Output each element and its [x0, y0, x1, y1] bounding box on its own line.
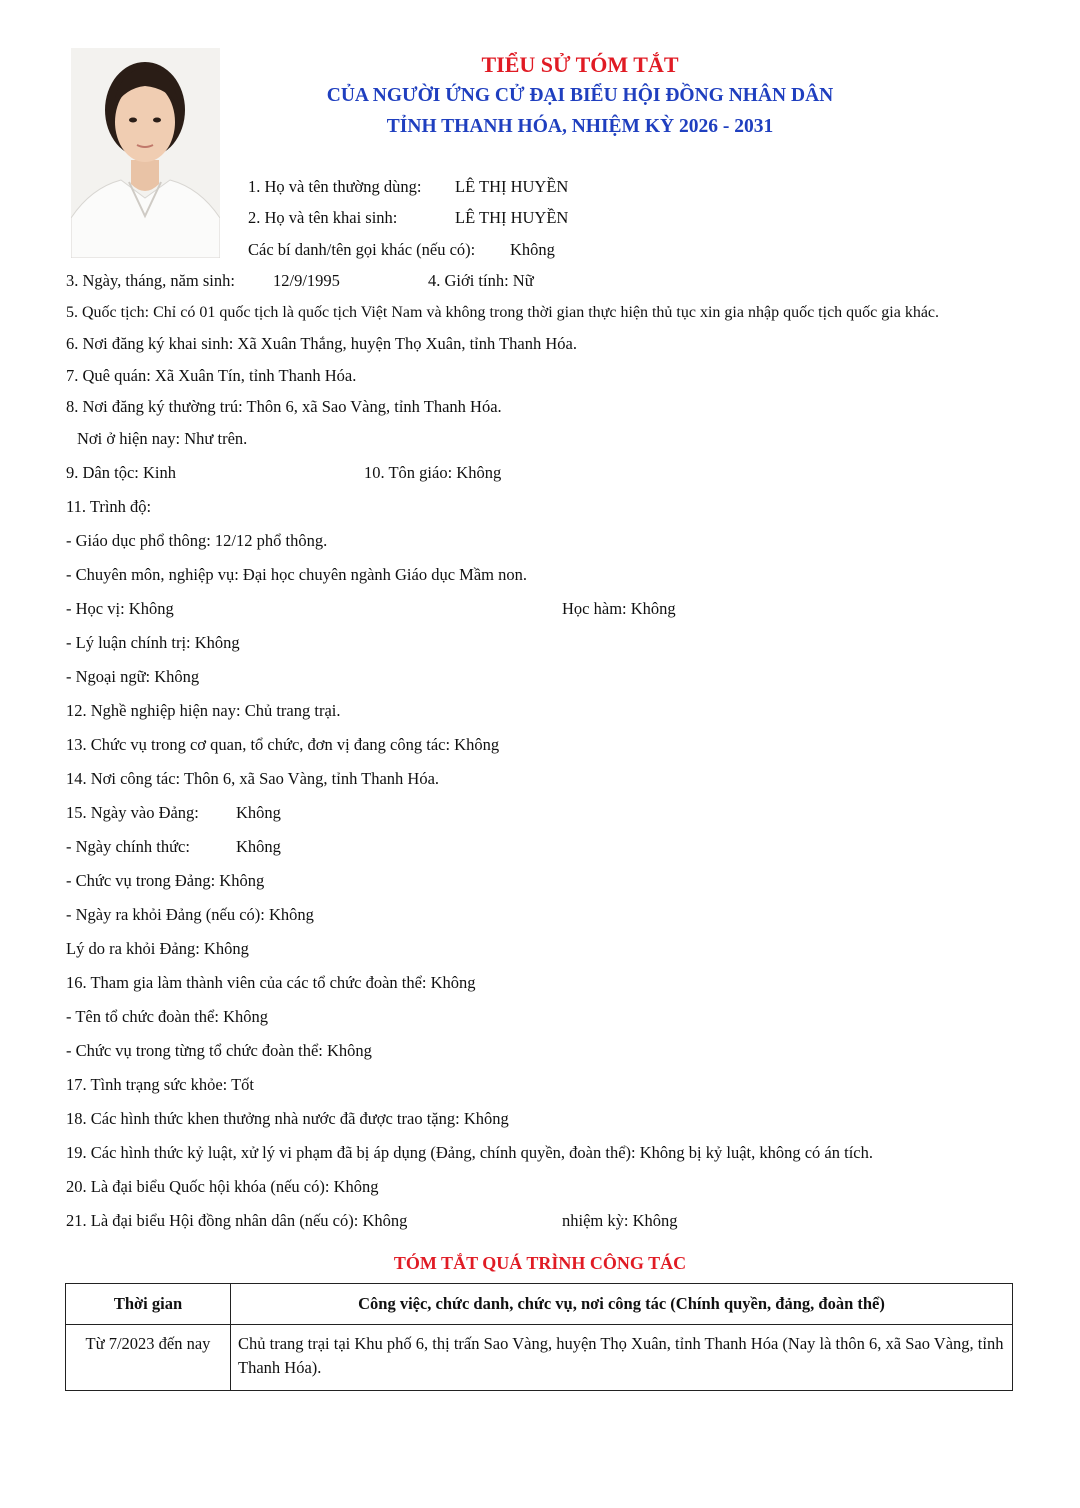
alias-value: Không: [510, 240, 555, 259]
birth-date-value: 12/9/1995: [273, 271, 340, 290]
work-history-title: TÓM TẮT QUÁ TRÌNH CÔNG TÁC: [393, 1253, 687, 1273]
political-theory-field: - Lý luận chính trị: Không: [66, 633, 240, 652]
current-residence-field: Nơi ở hiện nay: Như trên.: [77, 429, 248, 448]
religion-field: 10. Tôn giáo: Không: [364, 463, 502, 482]
party-official-value: Không: [236, 837, 281, 856]
birth-registration-field: 6. Nơi đăng ký khai sinh: Xã Xuân Thắng, huyện Thọ Xuân, tỉnh Thanh Hóa.: [66, 334, 577, 353]
party-official-label: - Ngày chính thức:: [66, 837, 190, 856]
party-leave-reason-field: Lý do ra khỏi Đảng: Không: [66, 939, 249, 958]
foreign-language-field: - Ngoại ngữ: Không: [66, 667, 200, 686]
party-join-label: 15. Ngày vào Đảng:: [66, 803, 199, 822]
party-leave-date-field: - Ngày ra khỏi Đảng (nếu có): Không: [66, 905, 314, 924]
nationality-field: 5. Quốc tịch: Chỉ có 01 quốc tịch là quốc tịch Việt Nam và không trong thời gian thực hiện thủ tục xin gia nhập quốc tịch quốc gia khác.: [66, 304, 940, 321]
permanent-residence-field: 8. Nơi đăng ký thường trú: Thôn 6, xã Sao Vàng, tỉnh Thanh Hóa.: [66, 397, 502, 416]
birth-name-label: 2. Họ và tên khai sinh:: [248, 208, 398, 227]
gender-field: 4. Giới tính: Nữ: [428, 271, 534, 290]
table-row: [66, 1325, 1013, 1391]
work-history-table: [65, 1283, 1013, 1391]
row-time: Từ 7/2023 đến nay: [66, 1325, 231, 1391]
national-assembly-field: 20. Là đại biểu Quốc hội khóa (nếu có): Không: [66, 1177, 379, 1196]
header-description: Công việc, chức danh, chức vụ, nơi công tác (Chính quyền, đảng, đoàn thể): [231, 1284, 1013, 1325]
candidate-photo: [71, 48, 220, 258]
document-subtitle-line2: TỈNH THANH HÓA, NHIỆM KỲ 2026 - 2031: [386, 116, 774, 137]
occupation-field: 12. Nghề nghiệp hiện nay: Chủ trang trại.: [66, 701, 341, 720]
full-name-value: LÊ THỊ HUYỀN: [455, 177, 569, 196]
position-field: 13. Chức vụ trong cơ quan, tổ chức, đơn vị đang công tác: Không: [66, 735, 500, 754]
term-field: nhiệm kỳ: Không: [562, 1211, 678, 1230]
discipline-field: 19. Các hình thức kỷ luật, xử lý vi phạm đã bị áp dụng (Đảng, chính quyền, đoàn thể): Không bị kỷ luật, không có án tích.: [66, 1143, 873, 1162]
document-title: TIỂU SỬ TÓM TẮT: [481, 52, 679, 77]
academic-title-field: Học hàm: Không: [562, 599, 676, 618]
hometown-field: 7. Quê quán: Xã Xuân Tín, tỉnh Thanh Hóa.: [66, 366, 357, 385]
row-description: Chủ trang trại tại Khu phố 6, thị trấn Sao Vàng, huyện Thọ Xuân, tỉnh Thanh Hóa (Nay là thôn 6, xã Sao Vàng, tỉnh Thanh Hóa).: [231, 1325, 1013, 1391]
document-subtitle-line1: CỦA NGƯỜI ỨNG CỬ ĐẠI BIỂU HỘI ĐỒNG NHÂN DÂN: [326, 85, 834, 106]
organizations-field: 16. Tham gia làm thành viên của các tổ chức đoàn thể: Không: [66, 973, 476, 992]
alias-label: Các bí danh/tên gọi khác (nếu có):: [248, 240, 476, 259]
health-field: 17. Tình trạng sức khỏe: Tốt: [66, 1075, 254, 1094]
header-time: Thời gian: [66, 1284, 231, 1325]
professional-field: - Chuyên môn, nghiệp vụ: Đại học chuyên ngành Giáo dục Mầm non.: [66, 565, 527, 584]
full-name-label: 1. Họ và tên thường dùng:: [248, 177, 422, 196]
organization-name-field: - Tên tổ chức đoàn thể: Không: [66, 1007, 269, 1026]
peoples-council-field: 21. Là đại biểu Hội đồng nhân dân (nếu có): Không: [66, 1211, 408, 1230]
table-header-row: [66, 1284, 1013, 1325]
party-position-field: - Chức vụ trong Đảng: Không: [66, 871, 265, 890]
awards-field: 18. Các hình thức khen thưởng nhà nước đã được trao tặng: Không: [66, 1109, 509, 1128]
birth-date-label: 3. Ngày, tháng, năm sinh:: [66, 271, 235, 290]
education-heading: 11. Trình độ:: [66, 497, 152, 516]
ethnicity-field: 9. Dân tộc: Kinh: [66, 463, 176, 482]
general-education-field: - Giáo dục phổ thông: 12/12 phổ thông.: [66, 531, 328, 550]
degree-field: - Học vị: Không: [66, 599, 174, 618]
organization-position-field: - Chức vụ trong từng tổ chức đoàn thể: Không: [66, 1041, 372, 1060]
birth-name-value: LÊ THỊ HUYỀN: [455, 208, 569, 227]
party-join-value: Không: [236, 803, 281, 822]
workplace-field: 14. Nơi công tác: Thôn 6, xã Sao Vàng, tỉnh Thanh Hóa.: [66, 769, 440, 788]
